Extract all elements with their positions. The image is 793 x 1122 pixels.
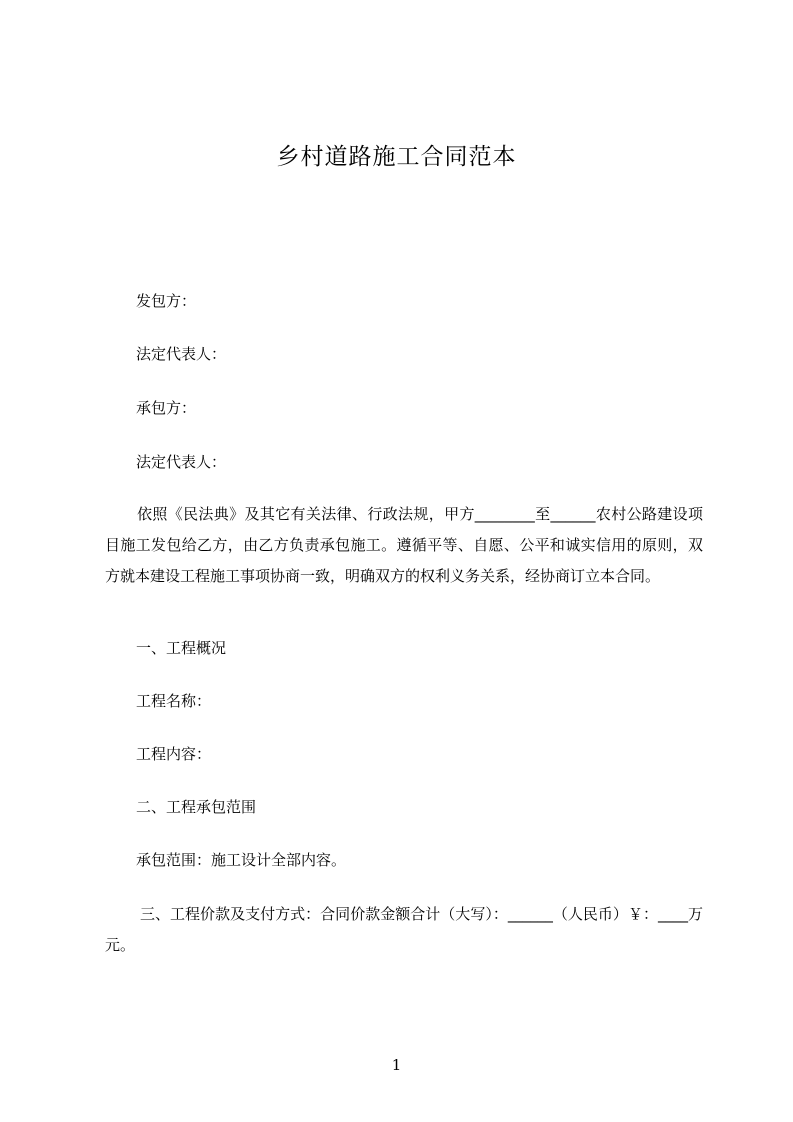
contractor-label: 承包方： xyxy=(136,399,197,417)
preamble-paragraph: 依照《民法典》及其它有关法律、行政法规，甲方________至______农村公路建设项目施工发包给乙方，由乙方负责承包施工。遵循平等、自愿、公平和诚实信用的原则，双方就本建设工程施工事项协商一致，明确双方的权利义务关系，经协商订立本合同。 xyxy=(105,505,703,585)
contractor-representative-label: 法定代表人： xyxy=(136,453,227,471)
section2-heading: 二、工程承包范围 xyxy=(136,798,257,816)
contract-scope-text: 承包范围：施工设计全部内容。 xyxy=(136,851,347,869)
page-number: 1 xyxy=(391,1056,402,1074)
employer-label: 发包方： xyxy=(136,292,197,310)
section1-heading: 一、工程概况 xyxy=(136,639,227,657)
project-name-label: 工程名称： xyxy=(136,692,212,710)
document-title: 乡村道路施工合同范本 xyxy=(276,144,517,170)
section3-payment-paragraph: 三、工程价款及支付方式：合同价款金额合计（大写）：______（人民币）￥：____万元。 xyxy=(105,905,703,954)
project-content-label: 工程内容： xyxy=(136,745,212,763)
employer-representative-label: 法定代表人： xyxy=(136,345,227,363)
